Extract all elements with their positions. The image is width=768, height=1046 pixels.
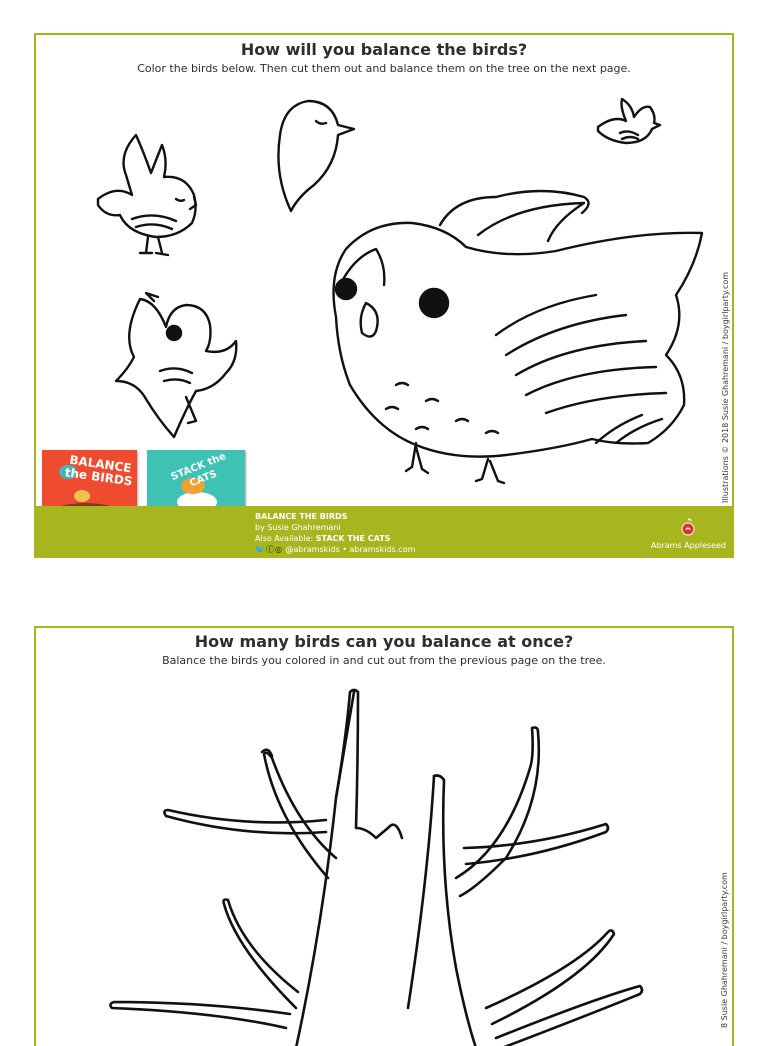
illustration-credit: 8 Susie Ghahremani / boygirlparty.com: [720, 872, 729, 1028]
tree-illustration: [36, 628, 734, 1046]
footer-author: by Susie Ghahremani: [255, 523, 341, 532]
bird-tiny-drawing: [598, 99, 660, 143]
footer-social: [255, 544, 415, 555]
page-title: How will you balance the birds?: [240, 40, 528, 59]
coloring-page-tree: [34, 626, 734, 1046]
publisher-name: Abrams Appleseed: [650, 541, 726, 550]
page-instructions: Color the birds below. Then cut them out and balance them on the tree on the next page.: [137, 62, 631, 75]
bird-flapping-drawing: [98, 135, 196, 255]
footer-text: [255, 511, 415, 555]
footer-also-available: Also Available: STACK THE CATS: [255, 534, 391, 543]
abrams-logo-icon: [681, 518, 695, 536]
footer-bar: [36, 506, 732, 556]
bird-illustrations: [36, 35, 734, 510]
page-title: How many birds can you balance at once?: [194, 632, 574, 651]
footer-book-title: BALANCE THE BIRDS: [255, 512, 348, 521]
cover-title: STACK the CATS: [169, 450, 228, 490]
social-handle: @abramskids • abramskids.com: [282, 545, 416, 554]
page-instructions: Balance the birds you colored in and cut out from the previous page on the tree.: [162, 654, 606, 667]
coloring-page-birds: [34, 33, 734, 558]
illustration-credit: Illustrations © 2018 Susie Ghahremani / boygirlparty.com: [721, 271, 730, 503]
owl-drawing: [334, 191, 702, 483]
bird-standing-drawing: [116, 293, 236, 437]
social-icons: 🐦ⓕ◎: [255, 545, 283, 554]
cover-title: BALANCE the BIRDS: [63, 452, 134, 489]
bird-teardrop-drawing: [278, 101, 354, 211]
